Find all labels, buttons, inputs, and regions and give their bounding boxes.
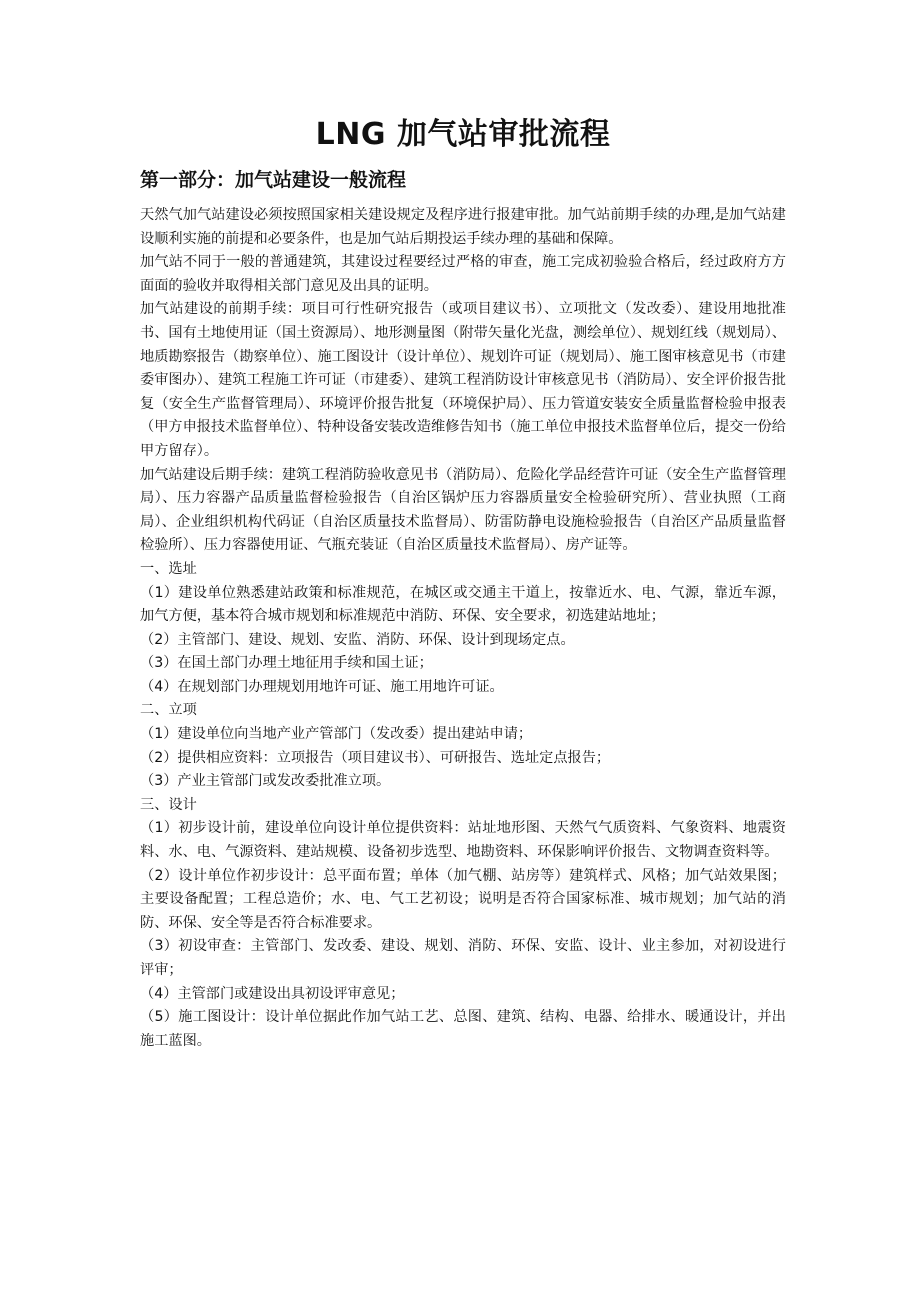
subsection-heading: 一、选址 xyxy=(140,560,197,577)
list-item: （4）主管部门或建设出具初设评审意见； xyxy=(140,985,405,1002)
paragraph: 加气站建设后期手续：建筑工程消防验收意见书（消防局）、危险化学品经营许可证（安全生产监督管理局）、压力容器产品质量监督检验报告（自治区锅炉压力容器质量安全检验研究所）、营业执照（工商局）、企业组织机构代码证（自治区质量技术监督局）、防雷防静电设施检验报告（自治区产品质量监督检验所）、压力容器使用证、气瓶充装证（自治区质量技术监督局）、房产证等。 xyxy=(140,466,786,554)
subsection-heading: 二、立项 xyxy=(140,702,197,719)
paragraph: 加气站建设的前期手续：项目可行性研究报告（或项目建议书）、立项批文（发改委）、建设用地批准书、国有土地使用证（国土资源局）、地形测量图（附带矢量化光盘，测绘单位）、规划红线（规划局）、地质勘察报告（勘察单位）、施工图设计（设计单位）、规划许可证（规划局）、施工图审核意见书（市建委审图办）、建筑工程施工许可证（市建委）、建筑工程消防设计审核意见书（消防局）、安全评价报告批复（安全生产监督管理局）、环境评价报告批复（环境保护局）、压力管道安装安全质量监督检验申报表（甲方申报技术监督单位）、特种设备安装改造维修告知书（施工单位申报技术监督单位后，提交一份给甲方留存）。 xyxy=(140,301,786,459)
document-page xyxy=(140,112,786,1053)
list-item: （1）建设单位向当地产业产管部门（发改委）提出建站申请； xyxy=(140,726,533,743)
list-item: （3）在国土部门办理土地征用手续和国土证； xyxy=(140,655,433,672)
document-title: LNG 加气站审批流程 xyxy=(315,117,611,152)
subsection-heading: 三、设计 xyxy=(140,796,197,813)
list-item: （2）设计单位作初步设计：总平面布置；单体（加气棚、站房等）建筑样式、风格；加气站效果图；主要设备配置；工程总造价；水、电、气工艺初设；说明是否符合国家标准、城市规划；加气站的消防、环保、安全等是否符合标准要求。 xyxy=(140,867,786,931)
list-item: （5）施工图设计：设计单位据此作加气站工艺、总图、建筑、结构、电器、给排水、暖通设计，并出施工蓝图。 xyxy=(140,1009,786,1049)
list-item: （1）初步设计前，建设单位向设计单位提供资料：站址地形图、天然气气质资料、气象资料、地震资料、水、电、气源资料、建站规模、设备初步选型、地勘资料、环保影响评价报告、文物调查资料等。 xyxy=(140,820,786,861)
body-text xyxy=(140,204,786,1053)
list-item: （2）主管部门、建设、规划、安监、消防、环保、设计到现场定点。 xyxy=(140,631,575,648)
list-item: （2）提供相应资料：立项报告（项目建议书）、可研报告、选址定点报告； xyxy=(140,749,611,766)
paragraph: 加气站不同于一般的普通建筑，其建设过程要经过严格的审查，施工完成初验验合格后，经过政府方方面面的验收并取得相关部门意见及出具的证明。 xyxy=(140,254,786,294)
list-item: （4）在规划部门办理规划用地许可证、施工用地许可证。 xyxy=(140,678,504,695)
list-item: （1）建设单位熟悉建站政策和标准规范，在城区或交通主干道上，按靠近水、电、气源，靠近车源，加气方便，基本符合城市规划和标准规范中消防、环保、安全要求，初选建站地址； xyxy=(140,584,786,625)
section-heading: 第一部分：加气站建设一般流程 xyxy=(140,169,407,191)
paragraph: 天然气加气站建设必须按照国家相关建设规定及程序进行报建审批。加气站前期手续的办理,是加气站建设顺利实施的前提和必要条件，也是加气站后期投运手续办理的基础和保障。 xyxy=(140,207,786,247)
list-item: （3）初设审查：主管部门、发改委、建设、规划、消防、环保、安监、设计、业主参加，对初设进行评审； xyxy=(140,938,786,978)
list-item: （3）产业主管部门或发改委批准立项。 xyxy=(140,773,391,790)
